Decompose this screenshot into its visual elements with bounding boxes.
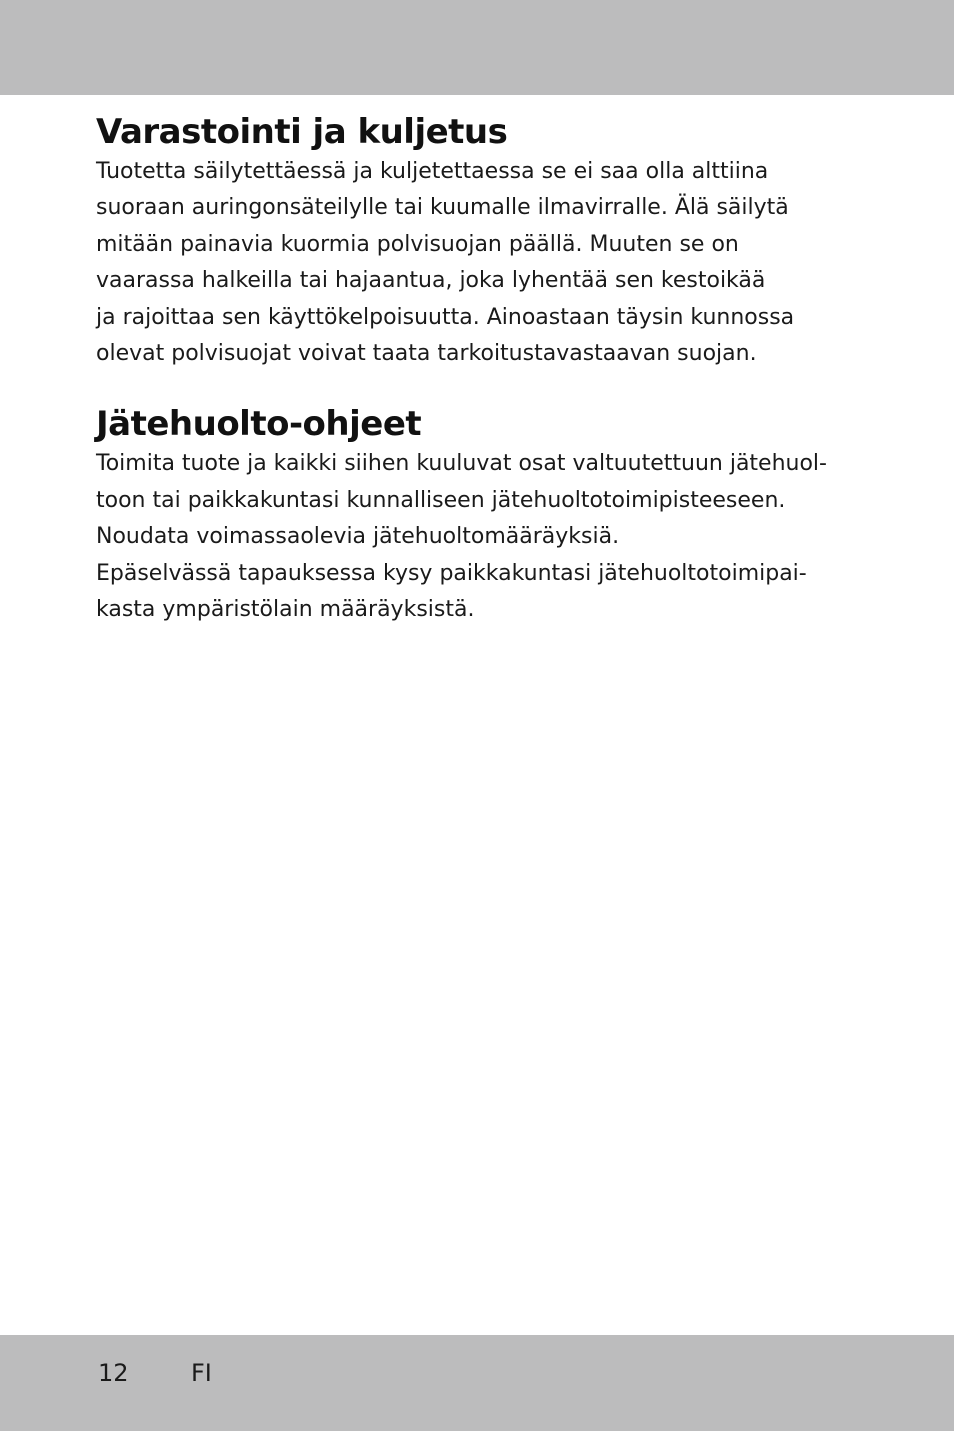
page-content: [96, 110, 886, 628]
body-line: vaarassa halkeilla tai hajaantua, joka lyhentää sen kestoikää: [96, 268, 766, 294]
section-heading: Jätehuolto-ohjeet: [96, 404, 422, 445]
body-line: Epäselvässä tapauksessa kysy paikkakuntasi jätehuoltotoimipai-: [96, 560, 807, 586]
language-code: FI: [191, 1359, 212, 1387]
body-line: suoraan auringonsäteilylle tai kuumalle ilmavirralle. Älä säilytä: [96, 195, 789, 221]
section-body: [96, 446, 886, 628]
body-line: toon tai paikkakuntasi kunnalliseen jätehuoltotoimipisteeseen.: [96, 487, 786, 513]
section-storage-transport: [96, 110, 886, 372]
body-line: olevat polvisuojat voivat taata tarkoitustavastaavan suojan.: [96, 341, 757, 367]
body-line: kasta ympäristölain määräyksistä.: [96, 597, 475, 623]
section-heading: Varastointi ja kuljetus: [96, 112, 508, 152]
body-line: Tuotetta säilytettäessä ja kuljetettaessa se ei saa olla alttiina: [96, 159, 769, 184]
body-line: Toimita tuote ja kaikki siihen kuuluvat osat valtuutettuun jätehuol-: [96, 451, 827, 477]
section-body: [96, 154, 886, 372]
section-disposal: [96, 402, 886, 628]
body-line: ja rajoittaa sen käyttökelpoisuutta. Ainoastaan täysin kunnossa: [96, 304, 795, 330]
page-number: 12: [98, 1359, 129, 1387]
footer-band: [0, 1335, 954, 1431]
body-line: Noudata voimassaolevia jätehuoltomääräyksiä.: [96, 524, 620, 550]
header-band: [0, 0, 954, 95]
body-line: mitään painavia kuormia polvisuojan päällä. Muuten se on: [96, 231, 739, 257]
